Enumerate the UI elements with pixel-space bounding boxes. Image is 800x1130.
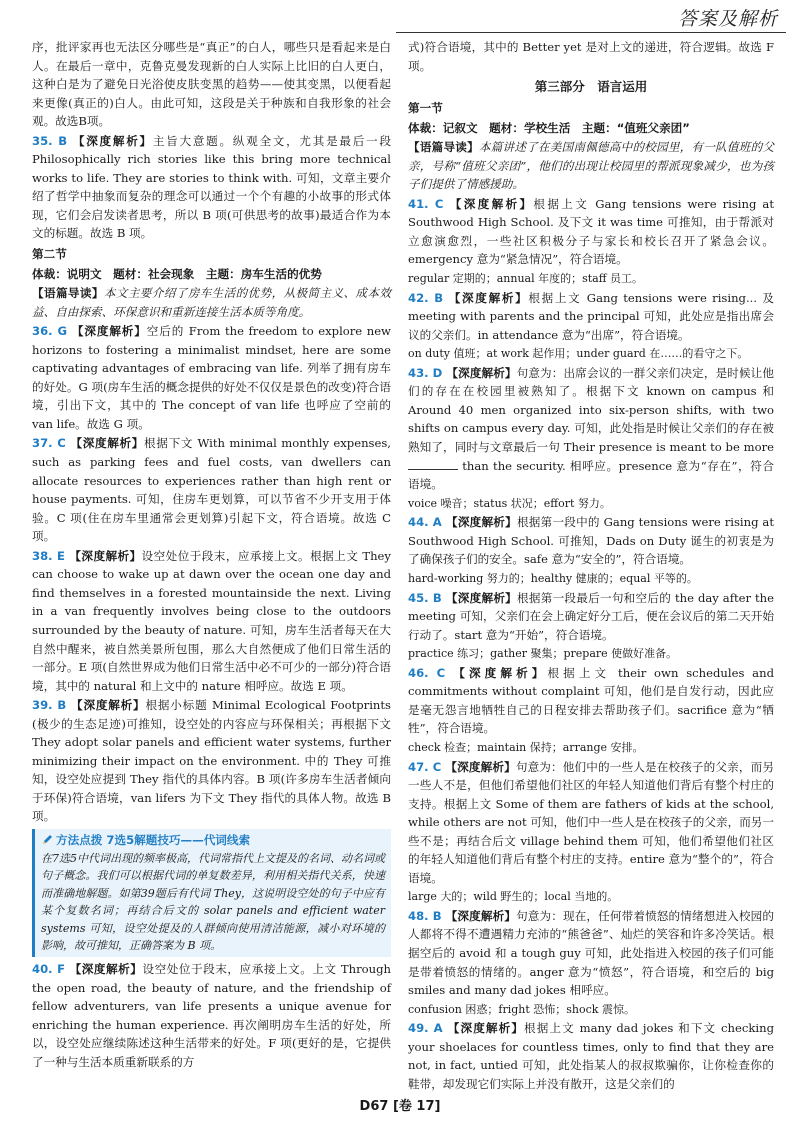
method-tip-heading: 方法点拨 7选5解题技巧——代词线索 <box>41 831 385 850</box>
passage-guide-2: 【语篇导读】本篇讲述了在美国南佩德高中的校园里，有一队值班的父亲，号称“值班父亲团”，他们的出现让校园里的帮派现象减少，也为孩子们提供了情感援助。 <box>408 140 774 192</box>
page-number: D67 [卷 17] <box>359 1099 441 1115</box>
answer-43: 43. D 【深度解析】句意为：出席会议的一群父亲们决定，是时候让他们的存在在校园里被熟知了。根据下文 known on campus 和 Around 40 men organized into six-person shifts, with two shifts on campus every day. 可知，此处指是时候让父亲们的存在被熟知了，同时与文章最后一句 Their presence is meant to be more than the security. 相呼应。presence 意为“存在”，符合语境。 <box>408 365 774 492</box>
answer-49: 49. A 【深度解析】根据上文 many dad jokes 和下文 checking your shoelaces for countless times, only to find that they are not, in fact, untied 可知，此处指某人的叔叔欺骗你，让你检查你的鞋带，却发现它们实际上并没有散开，这是父亲们的 <box>408 1021 774 1091</box>
header-rule <box>396 32 786 33</box>
answer-47: 47. C 【深度解析】句意为：他们中的一些人是在校孩子的父亲，而另一些人不是，但他们希望他们社区的年轻人知道他们背后有整个村庄的支持。根据上文 Some of them are fathers of kids at the school, while others are not 可知，他们中一些人是在校孩子的父亲，而另一些不是；再结合后文 village behind them 可知，他们希望他们社区的年轻人知道他们背后有整个村庄的支持。entire 意为“整个的”，符合语境。 <box>408 759 774 885</box>
right-column <box>408 38 774 1091</box>
left-column <box>32 38 391 1070</box>
section-heading: 第二节 <box>32 247 67 262</box>
vocab-41: regular 定期的；annual 年度的；staff 员工。 <box>408 272 644 286</box>
answer-36: 36. G 【深度解析】空后的 From the freedom to explore new horizons to fostering a minimalist mindset, here are some captivating advantages of embracing van life. 列举了拥有房车的好处。G 项(房车生活的概念提供的好处不仅仅是景色的改变)符合语境，引出下文，其中的 The concept of van life 也呼应了空前的 van life。故选 G 项。 <box>32 324 391 431</box>
pencil-icon <box>41 834 53 846</box>
answer-37: 37. C 【深度解析】根据下文 With minimal monthly expenses, such as parking fees and fuel costs, van dwellers can allocate resources to experiences rather than high rent or house payments. 可知，住房车更划算，可以节省不少开支用于体验。C 项(住在房车里通常会更划算)引起下文，符合语境。故选 C 项。 <box>32 436 391 544</box>
vocab-43: voice 噪音；status 状况；effort 努力。 <box>408 496 611 510</box>
passage-meta-2: 体裁：记叙文 题材：学校生活 主题：“值班父亲团” <box>408 120 690 135</box>
answer-38: 38. E 【深度解析】设空处位于段末，应承接上文。根据上文 They can choose to wake up at dawn over the ocean one day and find themselves in a forested mountainside the next. Living in a van frequently involves being close to the outdoors surrounded by the beauty of nature. 可知，房车生活者每天在大自然中醒来，被自然美景所包围，那么大自然便成了他们日常生活的一部分。E 项(自然世界成为他们日常生活中必不可少的一部分)符合语境，其中的 natural 和上文中的 nature 相呼应。故选 E 项。 <box>32 548 391 693</box>
vocab-47: large 大的；wild 野生的；local 当地的。 <box>408 890 619 904</box>
answer-40: 40. F 【深度解析】设空处位于段末，应承接上文。上文 Through the open road, the beauty of nature, and the friendship of fellow adventurers, van life presents a unique avenue for enriching the human experience. 再次阐明房车生活的好处，所以，设空处应继续陈述这种生活带来的好处。F 项(更好的是，它提供了一种与生活本质重新联系的方 <box>32 962 391 1069</box>
passage-meta: 体裁：说明文 题材：社会现象 主题：房车生活的优势 <box>32 266 322 281</box>
answer-46: 46. C 【深度解析】根据上文 their own schedules and commitments without complaint 可知，他们是自发行动，因此应是毫无怨言地牺牲自己的日程安排去帮助孩子们。sacrifice 意为“牺牲”，符合语境。 <box>408 665 774 736</box>
vocab-45: practice 练习；gather 聚集；prepare 使做好准备。 <box>408 647 678 661</box>
answer-39: 39. B 【深度解析】根据小标题 Minimal Ecological Footprints (极少的生态足迹)可推知，设空处的内容应与环保相关；再根据下文 They adopt solar panels and efficient water systems, further minimizing their impact on the environment. 中的 They 可推知，设空处应提到 They 指代的具体内容。B 项(许多房车生活者倾向于环保)符合语境，van lifers 为下文 They 指代的具体人物。故选 B 项。 <box>32 698 391 824</box>
method-tip-text: 在7选5中代词出现的频率极高，代词常指代上文提及的名词、动名词或句子概念。我们可以根据代词的单复数差异，利用相关指代关系，快速而准确地解题。如第39题后有代词 They，这说明设空处的句子中应有某个复数名词；再结合后文的 solar panels and efficient water systems 可知，设空处提及的人群倾向使用清洁能源，减小对环境的影响，故可推知，正确答案为 B 项。 <box>41 851 385 953</box>
answer-35: 35. B 【深度解析】主旨大意题。纵观全文，尤其是最后一段 Philosophically rich stories like this bring more technical works to life. They are stories to think with. 可知，文章主要介绍了哲学中抽象而复杂的理念可以通过一个个有趣的小故事的形式体现，它们会启发读者思考，所以 B 项(可供思考的故事)最适合作为本文的标题。故选 B 项。 <box>32 133 391 241</box>
header-title: 答案及解析 <box>677 8 778 30</box>
vocab-48: confusion 困惑；fright 恐怖；shock 震惊。 <box>408 1002 635 1016</box>
part-heading: 第三部分 语言运用 <box>534 79 648 95</box>
answer-44: 44. A 【深度解析】根据第一段中的 Gang tensions were rising at Southwood High School. 可推知，Dads on Duty 诞生的初衷是为了确保孩子们的安全。safe 意为“安全的”，符合语境。 <box>408 515 774 567</box>
passage-guide: 【语篇导读】本文主要介绍了房车生活的优势，从极简主义、成本效益、自由探索、环保意识和重新连接生活本质等角度。 <box>32 286 391 319</box>
section-heading-2: 第一节 <box>408 101 443 116</box>
answer-45: 45. B 【深度解析】根据第一段最后一句和空后的 the day after the meeting 可知，父亲们在会上确定好分工后，便在会议后的第二天开始行动了。start 意为“开始”，符合语境。 <box>408 590 774 642</box>
fill-blank <box>408 459 458 470</box>
vocab-42: on duty 值班；at work 起作用；under guard 在……的看守之下。 <box>408 347 749 361</box>
answer-41: 41. C 【深度解析】根据上文 Gang tensions were rising at Southwood High School. 及下文 it was time 可推知，由于帮派对立愈演愈烈，一些社区积极分子与家长和校长召开了紧急会议。emergency 意为“紧急情况”，符合语境。 <box>408 196 774 267</box>
vocab-44: hard-working 努力的；healthy 健康的；equal 平等的。 <box>408 571 698 585</box>
answer-40-continued: 式)符合语境，其中的 Better yet 是对上文的递进，符合逻辑。故选 F 项。 <box>408 40 774 73</box>
answer-48: 48. B 【深度解析】句意为：现在，任何带着愤怒的情绪想进入校园的人都将不得不遭遇精力充沛的“熊爸爸”、灿烂的笑容和许多冷笑话。根据空后的 avoid 和 a tough guy 可知，此处指进入校园的孩子们可能是带着愤怒的情绪的。anger 意为“愤怒”，符合语境，和空后的 big smiles and many dad jokes 相呼应。 <box>408 908 774 998</box>
method-tip-box <box>32 829 391 957</box>
answer-42: 42. B 【深度解析】根据上文 Gang tensions were rising... 及 meeting with parents and the principal 可知，此处应是指出席会议的父亲们。in attendance 意为“出席”，符合语境。 <box>408 290 774 342</box>
intro-paragraph: 序，批评家再也无法区分哪些是“真正”的白人，哪些只是看起来是白人。在最后一章中，克鲁克曼发现新的白人实际上比旧的白人更白，这种白是为了避免日光浴使皮肤变黑的趋势——使其变黑，以便看起来更像(真正的)白人。由此可知，这段是关于种族和自我形象的社会观。故选B项。 <box>32 40 391 129</box>
vocab-46: check 检查；maintain 保持；arrange 安排。 <box>408 740 644 754</box>
